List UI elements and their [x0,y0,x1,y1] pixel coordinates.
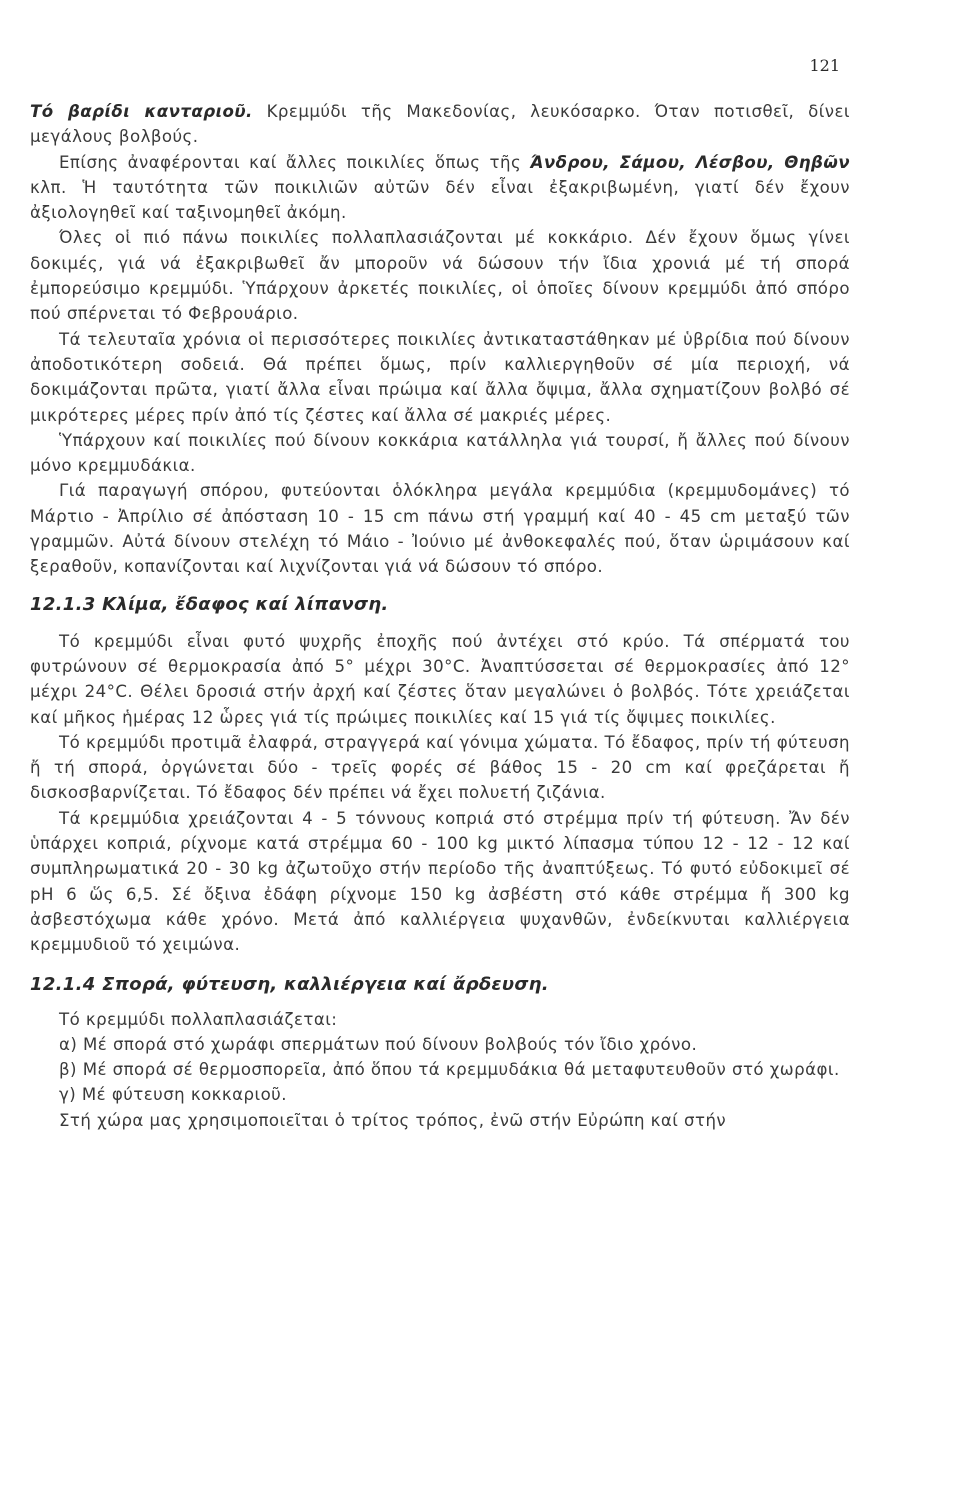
variety-name: Τό βαρίδι κανταριοῦ. [30,102,253,121]
list-item: γ) Μέ φύτευση κοκκαριοῦ. [59,1085,287,1105]
paragraph: Όλες οἱ πιό πάνω ποικιλίες πολλαπλασιάζονται μέ κοκκάριο. Δέν ἔχουν ὅμως γίνει δοκιμές, γιά νά ἐξακριβωθεῖ ἄν μποροῦν νά δώσουν τήν ἴδια χρονιά μέ τή σπορά ἐμπορεύσιμο κρεμμύδι. Ὑπάρχουν ἀρκετές ποικιλίες, οἱ ὁποῖες δίνουν κρεμμύδι ἀπό σπόρο πού σπέρνεται τό Φεβρουάριο. [30,228,850,324]
paragraph: Τά κρεμμύδια χρειάζονται 4 - 5 τόννους κοπριά στό στρέμμα πρίν τή φύτευση. Ἄν δέν ὑπάρχει κοπριά, ρίχνομε κατά στρέμμα 60 - 100 kg μικτό λίπασμα τύπου 12 - 12 - 12 καί συμπληρωματικά 20 - 30 kg ἀζωτοῦχο στήν περίοδο τῆς ἀναπτύξεως. Τό φυτό εὐδοκιμεῖ σέ pH 6 ὥς 6,5. Σέ ὄξινα ἐδάφη ρίχνομε 150 kg ἀσβέστη στό κάθε στρέμμα ἤ 300 kg ἀσβεστόχωμα κάθε χρόνο. Μετά ἀπό καλλιέργεια ψυχανθῶν, ἐνδείκνυται καλλιέργεια κρεμμυδιοῦ τό χειμώνα. [30,808,850,955]
list-item: β) Μέ σπορά σέ θερμοσπορεῖα, ἀπό ὅπου τά κρεμμυδάκια θά μεταφυτευθοῦν στό χωράφι. [59,1060,840,1080]
paragraph: Στή χώρα μας χρησιμοποιεῖται ὁ τρίτος τρόπος, ἐνῶ στήν Εὐρώπη καί στήν [59,1110,727,1130]
page-number: 121 [809,56,840,75]
list-item: α) Μέ σπορά στό χωράφι σπερμάτων πού δίνουν βολβούς τόν ἴδιο χρόνο. [59,1034,698,1054]
paragraph: Τά τελευταῖα χρόνια οἱ περισσότερες ποικιλίες ἀντικαταστάθηκαν μέ ὑβρίδια πού δίνουν ἀποδοτικότερη σοδειά. Θά πρέπει ὅμως, πρίν καλλιεργηθοῦν σέ μία περιοχή, νά δοκιμάζονται πρῶτα, γιατί ἄλλα εἶναι πρώιμα καί ἄλλα ὄψιμα, ἄλλα σχηματίζουν βολβό σέ μικρότερες μέρες πρίν ἀπό τίς ζέστες καί ἄλλα σέ μακριές μέρες. [30,329,850,425]
paragraph-text: Κρεμμύδι τῆς Μακεδονίας, λευκόσαρκο. Όταν ποτισθεῖ, δίνει μεγάλους βολβούς. [30,102,850,147]
paragraph-varidi [30,99,850,150]
paragraph: Τό κρεμμύδι πολλαπλασιάζεται: [59,1009,338,1029]
paragraph-other-varieties [30,150,850,226]
page-body [30,99,850,1133]
paragraph-text: Επίσης ἀναφέρονται καί ἄλλες ποικιλίες ὅπως τῆς [59,152,531,172]
section-heading-climate: 12.1.3 Κλίμα, ἔδαφος καί λίπανση. [30,593,389,615]
variety-names-emphasis: Άνδρου, Σάμου, Λέσβου, Θηβῶν [530,152,850,172]
paragraph: Τό κρεμμύδι εἶναι φυτό ψυχρῆς ἐποχῆς πού ἀντέχει στό κρύο. Τά σπέρματά του φυτρώνουν σέ θερμοκρασία ἀπό 5° μέχρι 30°C. Ἀναπτύσσεται σέ θερμοκρασίες ἀπό 12° μέχρι 24°C. Θέλει δροσιά στήν ἀρχή καί ζέστες ὅταν μεγαλώνει ὁ βολβός. Τότε χρειάζεται καί μῆκος ἡμέρας 12 ὧρες γιά τίς πρώιμες ποικιλίες καί 15 γιά τίς ὄψιμες ποικιλίες. [30,631,850,727]
paragraph: Γιά παραγωγή σπόρου, φυτεύονται ὁλόκληρα μεγάλα κρεμμύδια (κρεμμυδομάνες) τό Μάρτιο - Ἀπρίλιο σέ ἀπόσταση 10 - 15 cm πάνω στή γραμμή καί 40 - 45 cm μεταξύ τῶν γραμμῶν. Αὐτά δίνουν στελέχη τό Μάιο - Ἰούνιο μέ ἀνθοκεφαλές πού, ὅταν ὡριμάσουν καί ξεραθοῦν, κοπανίζονται καί λιχνίζονται γιά νά δώσουν τό σπόρο. [30,481,850,577]
paragraph: Ὑπάρχουν καί ποικιλίες πού δίνουν κοκκάρια κατάλληλα γιά τουρσί, ἤ ἄλλες πού δίνουν μόνο κρεμμυδάκια. [30,430,850,476]
paragraph: Τό κρεμμύδι προτιμᾶ ἐλαφρά, στραγγερά καί γόνιμα χώματα. Τό ἔδαφος, πρίν τή φύτευση ἤ τή σπορά, ὀργώνεται δύο - τρεῖς φορές σέ βάθος 15 - 20 cm καί φρεζάρεται ἤ δισκοσβαρνίζεται. Τό ἔδαφος δέν πρέπει νά ἔχει πολυετή ζιζάνια. [30,732,850,803]
paragraph-text: κλπ. Ἡ ταυτότητα τῶν ποικιλιῶν αὐτῶν δέν εἶναι ἐξακριβωμένη, γιατί δέν ἔχουν ἀξιολογηθεῖ καί ταξινομηθεῖ ἀκόμη. [30,177,850,223]
section-heading-sowing: 12.1.4 Σπορά, φύτευση, καλλιέργεια καί ἄρδευση. [30,973,549,995]
